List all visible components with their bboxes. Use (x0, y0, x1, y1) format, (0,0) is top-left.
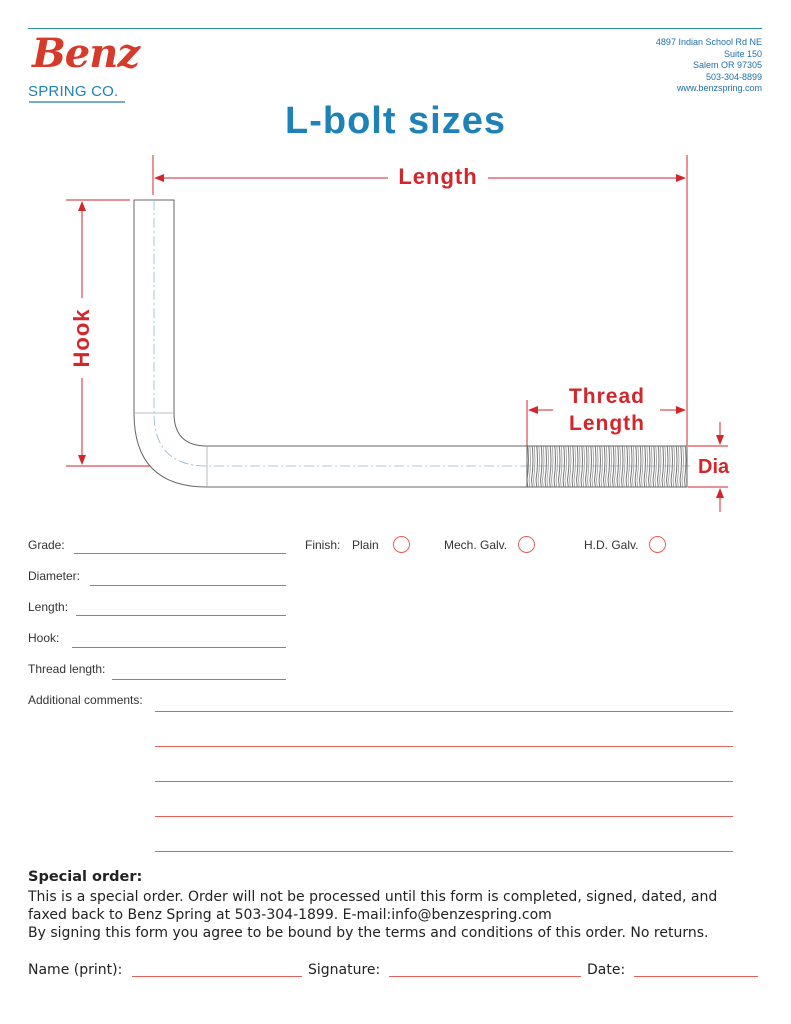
thread-length-input[interactable] (112, 679, 286, 680)
name-print-input[interactable] (132, 976, 302, 977)
special-order-line-2: faxed back to Benz Spring at 503-304-1899. E-mail:info@benzespring.com (28, 907, 552, 923)
thread-length-field-label: Thread length: (28, 662, 106, 676)
length-field-label: Length: (28, 600, 69, 614)
finish-hd-galv-radio[interactable] (649, 536, 666, 553)
grade-label: Grade: (28, 538, 65, 552)
thread-section (527, 446, 687, 487)
thread-label-line2: Length (569, 412, 645, 435)
finish-mech-galv-radio[interactable] (518, 536, 535, 553)
special-order-line-3: By signing this form you agree to be bound by the terms and conditions of this order. No returns. (28, 925, 709, 941)
diameter-label: Diameter: (28, 569, 81, 583)
thread-length-dimension (527, 385, 685, 446)
page-title: L-bolt sizes (284, 100, 507, 142)
l-bolt-shape (134, 200, 690, 487)
address-street: 4897 Indian School Rd NE (655, 37, 762, 47)
grade-input[interactable] (74, 553, 286, 554)
date-label: Date: (587, 962, 626, 978)
special-order-line-1: This is a special order. Order will not be processed until this form is completed, signed, dated, and (28, 889, 718, 905)
dia-label: Dia (698, 456, 730, 478)
finish-hd-galv-label: H.D. Galv. (584, 538, 639, 552)
hook-input[interactable] (72, 647, 286, 648)
comments-label: Additional comments: (28, 693, 143, 707)
comments-line-2[interactable] (155, 746, 733, 747)
comments-line-5[interactable] (155, 851, 733, 852)
logo-subtitle: SPRING CO. (28, 83, 119, 100)
finish-mech-galv-label: Mech. Galv. (444, 538, 508, 552)
hook-dimension (66, 200, 200, 466)
comments-line-3[interactable] (155, 781, 733, 782)
diameter-input[interactable] (90, 585, 286, 586)
date-input[interactable] (634, 976, 758, 977)
hook-label: Hook (69, 308, 94, 368)
address-phone: 503-304-8899 (705, 71, 762, 82)
name-print-label: Name (print): (28, 962, 123, 978)
address-suite: Suite 150 (723, 48, 762, 59)
dia-dimension (688, 422, 730, 512)
length-input[interactable] (76, 615, 286, 616)
address-website: www.benzspring.com (676, 83, 762, 93)
special-order-title: Special order: (28, 869, 143, 885)
address-city: Salem OR 97305 (692, 60, 762, 70)
signature-label: Signature: (308, 962, 381, 978)
finish-plain-label: Plain (352, 538, 379, 552)
comments-line-1[interactable] (155, 711, 733, 712)
finish-plain-radio[interactable] (393, 536, 410, 553)
hook-field-label: Hook: (28, 631, 60, 645)
thread-label-line1: Thread (568, 385, 646, 408)
comments-line-4[interactable] (155, 816, 733, 817)
length-label: Length (398, 164, 478, 189)
signature-input[interactable] (389, 976, 581, 977)
finish-label: Finish: (305, 538, 341, 552)
logo-script: Benz (32, 30, 140, 77)
